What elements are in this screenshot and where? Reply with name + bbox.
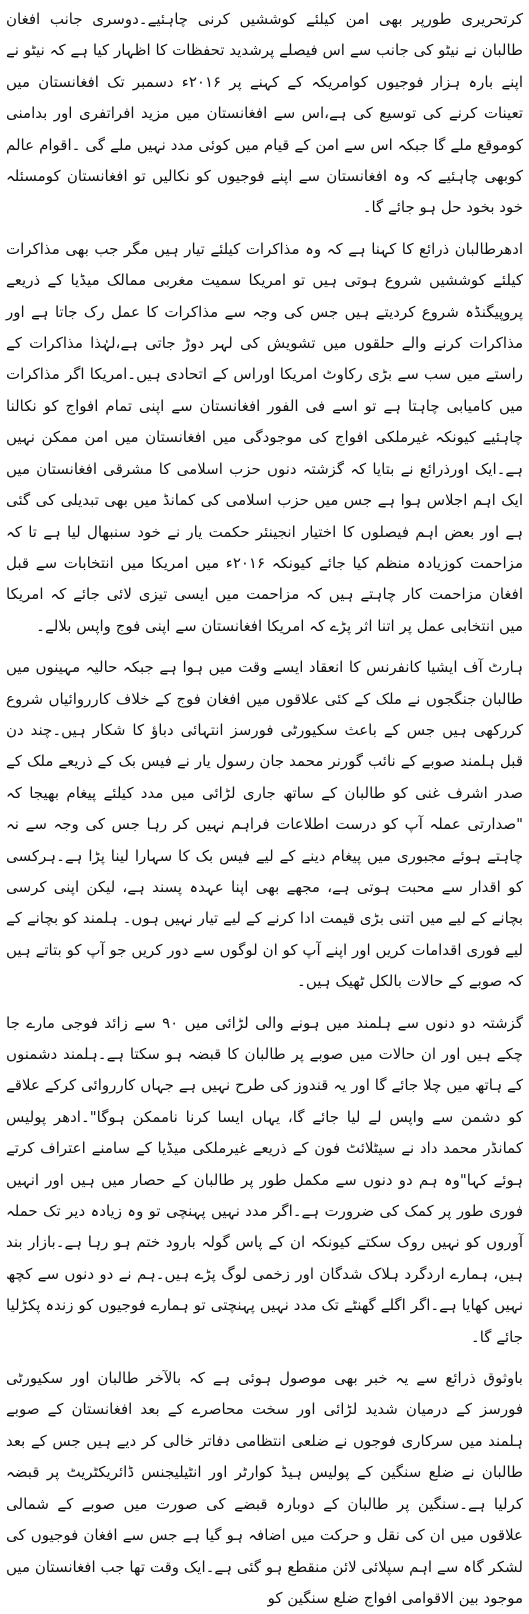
article-paragraph: ہارٹ آف ایشیا کانفرنس کا انعقاد ایسے وقت میں ہوا ہے جبکہ حالیہ مہینوں میں طالبان جنگجوں نے ملک کے کئی علاقوں میں افغان فوج کے خلاف کارروائیاں شروع کررکھی ہیں جس کے باعث سکیورٹی فورسز انتہائی دباؤ کا شکار ہیں۔چند دن قبل ہلمند صوبے کے نائب گورنر محمد جان رسول یار نے فیس بک کے ذریعے ملک کے صدر اشرف غنی کو طالبان کے ساتھ جاری لڑائی میں مدد کیلئے پیغام بھیجا کہ "صدارتی عملہ آپ کو درست اطلاعات فراہم نہیں کر رہا جس کی وجہ سے نہ چاہتے ہوئے مجبوری میں پیغام دینے کے لیے فیس بک کا سہارا لینا پڑا ہے۔ہرکسی کو اقدار سے محبت ہوتی ہے، مجھے بھی اپنا عہدہ پسند ہے، لیکن اپنی کرسی بچانے کے لیے میں اتنی بڑی قیمت ادا کرنے کے لیے تیار نہیں ہوں۔ ہلمند کو بچانے کے لیے فوری اقدامات کریں اور اپنے آپ کو ان لوگوں سے دور کریں جو آپ کو بتاتے ہیں کہ صوبے کے حالات بالکل ٹھیک ہیں۔: [6, 658, 523, 991]
article-paragraph: گزشتہ دو دنوں سے ہلمند میں ہونے والی لڑائی میں ۹۰ سے زائد فوجی مارے جا چکے ہیں اور ان حالات میں صوبے پر طالبان کا قبضہ ہو سکتا ہے۔ہلمند دشمنوں کے ہاتھ میں چلا جائے گا اور یہ قندوز کی طرح نہیں ہے جہاں کارروائی کرکے علاقے کو دشمن سے واپس لے لیا جائے گا، یہاں ایسا کرنا ناممکن ہوگا"۔ادھر پولیس کمانڈر محمد داد نے سیٹلائٹ فون کے ذریعے غیرملکی میڈیا کے سامنے اعتراف کرتے ہوئے کہا"وہ ہم دو دنوں سے مکمل طور پر طالبان کے حصار میں ہیں اور انہیں فوری طور پر کمک کی ضرورت ہے۔اگر مدد نہیں پہنچی تو وہ زیادہ دیر تک حملہ آوروں کو نہیں روک سکتے کیونکہ ان کے پاس گولہ بارود ختم ہو رہا ہے۔بازار بند ہیں، ہمارے اردگرد ہلاک شدگان اور زخمی لوگ پڑے ہیں۔ہم نے دو دنوں سے کچھ نہیں کھایا ہے۔اگر اگلے گھنٹے تک مدد نہیں پہنچتی تو ہمارے فوجیوں کو زندہ پکڑلیا جائے گا۔: [6, 1013, 523, 1346]
article-paragraph: کرتحریری طورپر بھی امن کیلئے کوششیں کرنی چاہئیے۔دوسری جانب افغان طالبان نے نیٹو کی جانب سے اس فیصلے پرشدید تحفظات کا اظہار کیا ہے کہ نیٹو نے اپنے بارہ ہزار فوجیوں کوامریکہ کے کہنے پر ۲۰۱۶ء دسمبر تک افغانستان میں تعینات کرنے کی توسیع کی ہے،اس سے افغانستان میں مزید افراتفری اور بدامنی کوموقع ملے گا جبکہ اس سے امن کے قیام میں کوئی مدد نہیں ملے گی ۔اقوام عالم کوبھی چاہئیے کہ وہ افغانستان سے اپنے فوجیوں کو نکالیں تو افغانستان کومسئلہ خود بخود حل ہو جائے گا۔: [6, 10, 523, 217]
article-paragraph: ادھرطالبان ذرائع کا کہنا ہے کہ وہ مذاکرات کیلئے تیار ہیں مگر جب بھی مذاکرات کیلئے کوششیں شروع ہوتی ہیں تو امریکا سمیت مغربی ممالک میڈیا کے ذریعے پروپیگنڈہ شروع کردیتے ہیں جس کی وجہ سے مذاکرات کا عمل رک جاتا ہے اور مذاکرات کرنے والے حلقوں میں تشویش کی لہر دوڑ جاتی ہے،لہٰذا مذاکرات کے راستے میں سب سے بڑی رکاوٹ امریکا اوراس کے اتحادی ہیں۔امریکا اگر مذاکرات میں کامیابی چاہتا ہے تو اسے فی الفور افغانستان سے اپنی تمام افواج کو نکالنا چاہئیے کیونکہ غیرملکی افواج کی موجودگی میں افغانستان میں امن ممکن نہیں ہے۔ایک اورذرائع نے بتایا کہ گزشتہ دنوں حزب اسلامی کا مشرقی افغانستان میں ایک اہم اجلاس ہوا ہے جس میں حزب اسلامی کی کمانڈ میں بھی تبدیلی کی گئی ہے اور بعض اہم فیصلوں کا اختیار انجینئر حکمت یار نے خود سنبھال لیا ہے تا کہ مزاحمت کوزیادہ منظم کیا جائے کیونکہ ۲۰۱۶ء میں امریکا میں انتخابات سے قبل افغان مزاحمت کار چاہتے ہیں کہ مزاحمت میں ایسی تیزی لائی جائے کہ امریکا میں انتخابی عمل پر اتنا اثر پڑے کہ امریکا افغانستان سے اپنی فوج واپس بلالے۔: [6, 239, 523, 635]
article-paragraph: باوثوق ذرائع سے یہ خبر بھی موصول ہوئی ہے کہ بالآخر طالبان اور سکیورٹی فورسز کے درمیان شدید لڑائی اور سخت محاصرے کے بعد افغانستان کے صوبے ہلمند میں سرکاری فوجوں نے ضلعی انتظامی دفاتر خالی کر دیے ہیں جس کے بعد طالبان نے ضلع سنگین کے پولیس ہیڈ کوارٹر اور انٹیلیجنس ڈائریکٹریٹ پر قبضہ کرلیا ہے۔سنگین پر طالبان کے دوبارہ قبضے کی صورت میں صوبے کے شمالی علاقوں میں ان کی نقل و حرکت میں اضافہ ہو گیا ہے جس سے افغان فوجیوں کی لشکر گاہ سے اہم سپلائی لائن منقطع ہو گئی ہے۔ایک وقت تھا جب افغانستان میں موجود بین الاقوامی افواج ضلع سنگین کو: [6, 1369, 523, 1607]
